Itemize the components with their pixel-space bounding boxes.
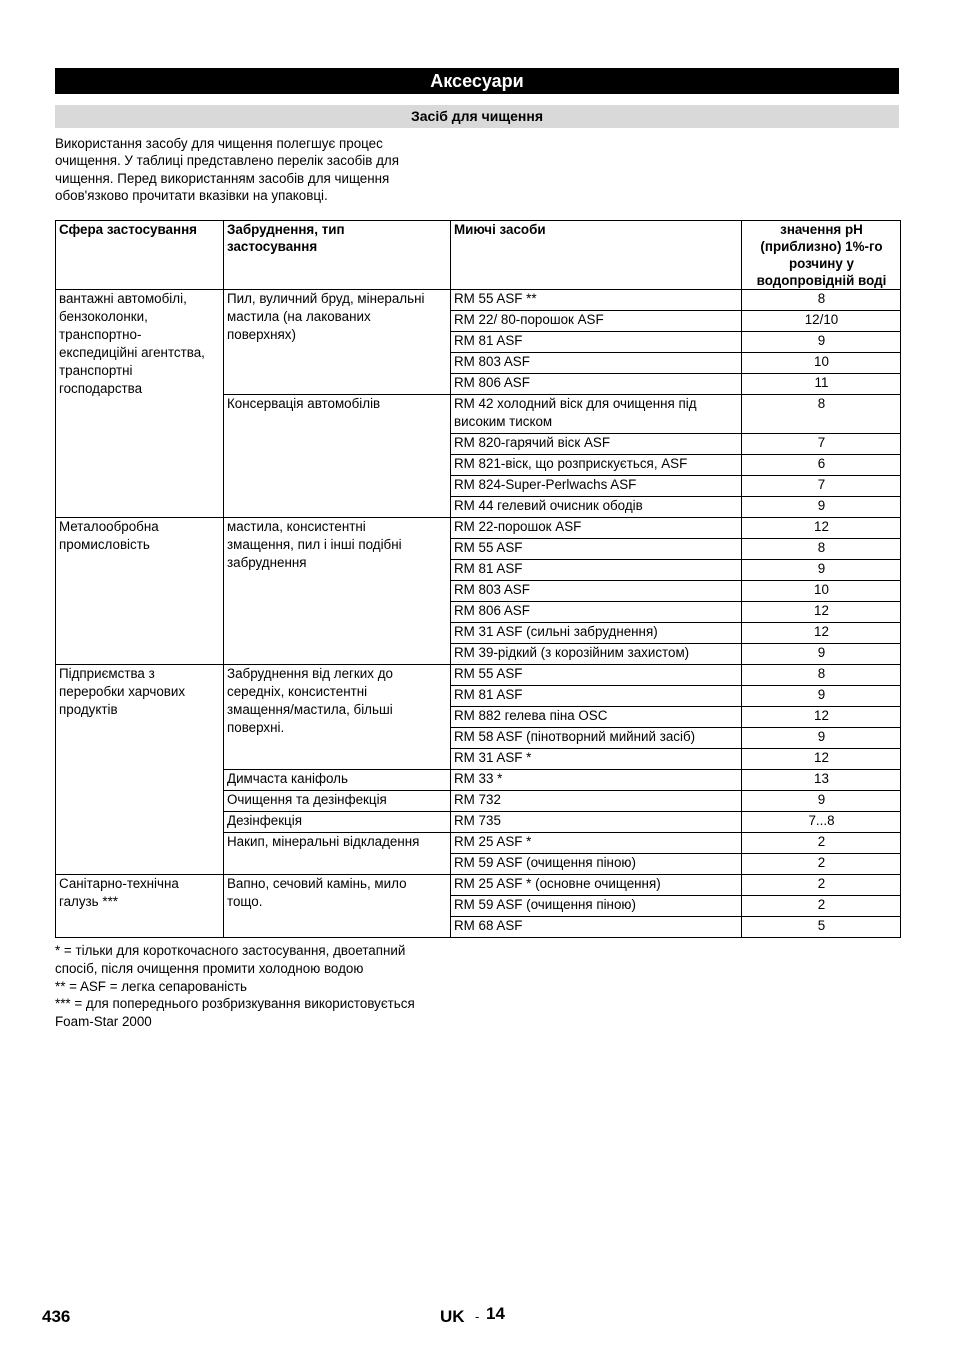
area-cell: Металообробна промисловість [56,518,224,665]
ph-cell: 9 [742,644,901,665]
intro-line: Використання засобу для чищення полегшує процес [55,136,383,151]
footer-separator: - [475,1309,480,1324]
language-code: UK [440,1307,465,1326]
intro-line: чищення. Перед використанням засобів для чищення [55,170,390,186]
footnote-line: спосіб, після очищення промити холодною водою [55,960,364,976]
ph-cell: 12 [742,749,901,770]
agent-cell: RM 22/ 80-порошок ASF [451,311,742,332]
footnote-line: Foam-Star 2000 [55,1014,152,1030]
agent-cell: RM 25 ASF * [451,833,742,854]
agent-cell: RM 55 ASF ** [451,290,742,311]
agent-cell: RM 55 ASF [451,539,742,560]
soiling-cell: Димчаста каніфоль [224,770,451,791]
ph-cell: 12 [742,707,901,728]
agent-cell: RM 39-рідкий (з корозійним захистом) [451,644,742,665]
ph-cell: 2 [742,854,901,875]
footnote-line: *** = для попереднього розбризкування використовується [55,996,415,1012]
agent-cell: RM 81 ASF [451,560,742,581]
footnotes [55,942,475,1031]
ph-cell: 2 [742,833,901,854]
header-soiling: Забруднення, тип застосування [224,221,451,290]
ph-cell: 9 [742,497,901,518]
agent-cell: RM 81 ASF [451,332,742,353]
soiling-cell: Накип, мінеральні відкладення [224,833,451,875]
table-row [56,290,901,311]
agent-cell: RM 31 ASF (сильні забруднення) [451,623,742,644]
agent-cell: RM 55 ASF [451,665,742,686]
soiling-cell: Вапно, сечовий камінь, мило тощо. [224,875,451,938]
agent-cell: RM 25 ASF * (основне очищення) [451,875,742,896]
agent-cell: RM 821-віск, що розприскується, ASF [451,455,742,476]
agent-cell: RM 59 ASF (очищення піною) [451,854,742,875]
agent-cell: RM 806 ASF [451,374,742,395]
ph-cell: 2 [742,875,901,896]
page-number: 436 [42,1307,71,1326]
agent-cell: RM 33 * [451,770,742,791]
ph-cell: 10 [742,353,901,374]
section-page-number: 14 [486,1304,505,1323]
agent-cell: RM 803 ASF [451,581,742,602]
ph-cell: 11 [742,374,901,395]
agent-cell: RM 824-Super-Perlwachs ASF [451,476,742,497]
ph-cell: 9 [742,332,901,353]
ph-cell: 9 [742,686,901,707]
soiling-cell: Дезінфекція [224,812,451,833]
intro-paragraph [55,135,445,205]
agent-cell: RM 820-гарячий віск ASF [451,434,742,455]
ph-cell: 12 [742,602,901,623]
ph-cell: 7 [742,434,901,455]
table-header-row [56,221,901,290]
table-row [56,875,901,896]
area-cell: Санітарно-технічна галузь *** [56,875,224,938]
subsection-title: Засіб для чищення [55,105,899,128]
intro-line: обов'язково прочитати вказівки на упаковці. [55,188,328,204]
footnote-line: ** = ASF = легка сепарованість [55,978,248,994]
ph-cell: 6 [742,455,901,476]
agent-cell: RM 732 [451,791,742,812]
ph-cell: 12 [742,518,901,539]
area-cell: Підприємства з переробки харчових продуктів [56,665,224,875]
ph-cell: 12 [742,623,901,644]
soiling-cell: Забруднення від легких до середніх, консистентні змащення/мастила, більші поверхні. [224,665,451,770]
agent-cell: RM 68 ASF [451,917,742,938]
cleaning-agents-table [55,220,901,938]
ph-cell: 9 [742,791,901,812]
ph-cell: 8 [742,395,901,434]
footnote-line: * = тільки для короткочасного застосування, двоетапний [55,943,406,958]
soiling-cell: мастила, консистентні змащення, пил і інші подібні забруднення [224,518,451,665]
agent-cell: RM 42 холодний віск для очищення під високим тиском [451,395,742,434]
agent-cell: RM 44 гелевий очисник ободів [451,497,742,518]
table-row [56,518,901,539]
ph-cell: 10 [742,581,901,602]
soiling-cell: Консервація автомобілів [224,395,451,518]
agent-cell: RM 22-порошок ASF [451,518,742,539]
header-area: Сфера застосування [56,221,224,290]
agent-cell: RM 58 ASF (пінотворний мийний засіб) [451,728,742,749]
ph-cell: 2 [742,896,901,917]
ph-cell: 8 [742,539,901,560]
agent-cell: RM 735 [451,812,742,833]
header-agent: Миючі засоби [451,221,742,290]
intro-line: очищення. У таблиці представлено перелік засобів для [55,153,399,169]
agent-cell: RM 882 гелева піна OSC [451,707,742,728]
ph-cell: 5 [742,917,901,938]
ph-cell: 8 [742,290,901,311]
section-title: Аксесуари [55,68,899,94]
ph-cell: 7 [742,476,901,497]
ph-cell: 12/10 [742,311,901,332]
ph-cell: 13 [742,770,901,791]
agent-cell: RM 31 ASF * [451,749,742,770]
soiling-cell: Пил, вуличний бруд, мінеральні мастила (на лакованих поверхнях) [224,290,451,395]
soiling-cell: Очищення та дезінфекція [224,791,451,812]
ph-cell: 7...8 [742,812,901,833]
table-row [56,665,901,686]
header-ph: значення pH (приблизно) 1%-го розчину у водопровідній воді [742,221,901,290]
agent-cell: RM 59 ASF (очищення піною) [451,896,742,917]
ph-cell: 8 [742,665,901,686]
area-cell: вантажні автомобілі, бензоколонки, транспортно- експедиційні агентства, транспортні господарства [56,290,224,518]
ph-cell: 9 [742,728,901,749]
agent-cell: RM 81 ASF [451,686,742,707]
ph-cell: 9 [742,560,901,581]
agent-cell: RM 803 ASF [451,353,742,374]
agent-cell: RM 806 ASF [451,602,742,623]
